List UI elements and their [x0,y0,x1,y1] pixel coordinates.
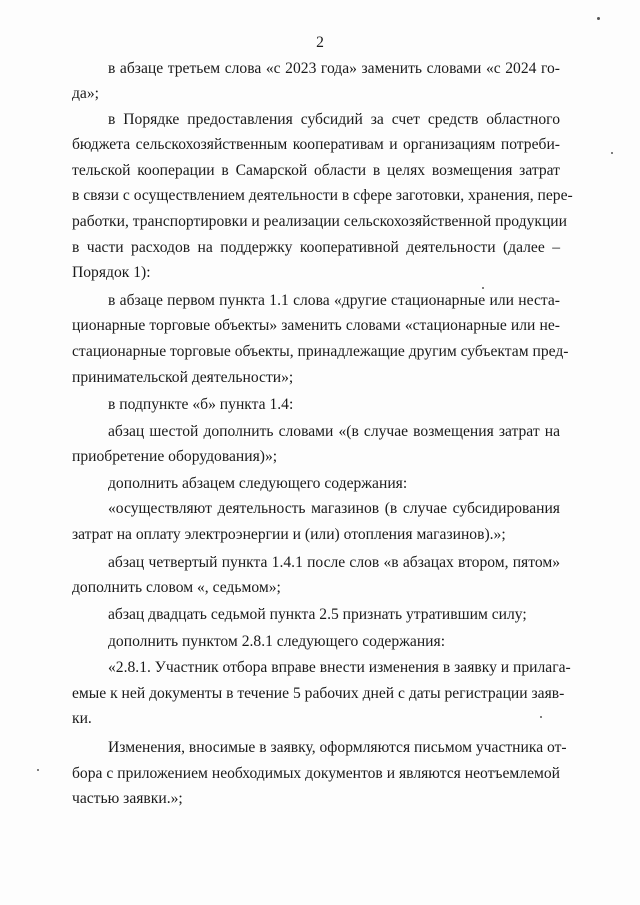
text-line: емые к ней документы в течение 5 рабочих дней с даты регистрации заяв- [72,685,565,702]
scan-speck [482,287,484,289]
text-line: дополнить абзацем следующего содержания: [108,475,408,492]
text-line: дополнить словом «, седьмом»; [72,579,281,596]
text-line: частью заявки.»; [72,790,183,807]
scan-speck [540,716,542,718]
text-line: в связи с осуществлением деятельности в сфере заготовки, хранения, пере- [72,187,573,204]
text-line: ционарные торговые объекты» заменить словами «стационарные или не- [72,317,560,334]
text-line: в абзаце первом пункта 1.1 слова «другие стационарные или неста- [108,292,560,309]
text-line: стационарные торговые объекты, принадлежащие другим субъектам пред- [72,343,569,360]
text-line: принимательской деятельности»; [72,369,294,386]
text-line: в абзаце третьем слова «с 2023 года» заменить словами «с 2024 го- [108,60,560,77]
scan-speck [37,769,39,771]
text-line: абзац двадцать седьмой пункта 2.5 признать утратившим силу; [108,606,527,623]
scan-speck [611,152,613,154]
text-line: работки, транспортировки и реализации сельскохозяйственной продукции [72,213,567,230]
text-line: бора с приложением необходимых документов и являются неотъемлемой [72,765,560,782]
text-line: «2.8.1. Участник отбора вправе внести изменения в заявку и прилага- [108,659,571,676]
text-line: приобретение оборудования)»; [72,448,278,465]
text-line: бюджета сельскохозяйственным кооперативам и организациям потреби- [72,136,560,153]
text-line: Изменения, вносимые в заявку, оформляются письмом участника от- [108,739,567,756]
text-line: тельской кооперации в Самарской области в целях возмещения затрат [72,162,560,179]
text-line: в Порядке предоставления субсидий за счет средств областного [108,111,560,128]
text-line: в подпункте «б» пункта 1.4: [108,396,294,413]
scan-speck [597,17,600,20]
text-line: в части расходов на поддержку кооперативной деятельности (далее – [72,239,560,256]
text-line: да»; [72,85,99,102]
text-line: абзац четвертый пункта 1.4.1 после слов «в абзацах втором, пятом» [108,554,560,571]
text-line: абзац шестой дополнить словами «(в случае возмещения затрат на [108,423,560,440]
page-number: 2 [316,34,324,51]
text-line: дополнить пунктом 2.8.1 следующего содержания: [108,633,446,650]
text-line: затрат на оплату электроэнергии и (или) отопления магазинов).»; [72,526,506,543]
text-line: Порядок 1): [72,264,151,281]
text-line: «осуществляют деятельность магазинов (в случае субсидирования [108,500,560,517]
text-line: ки. [72,710,92,727]
